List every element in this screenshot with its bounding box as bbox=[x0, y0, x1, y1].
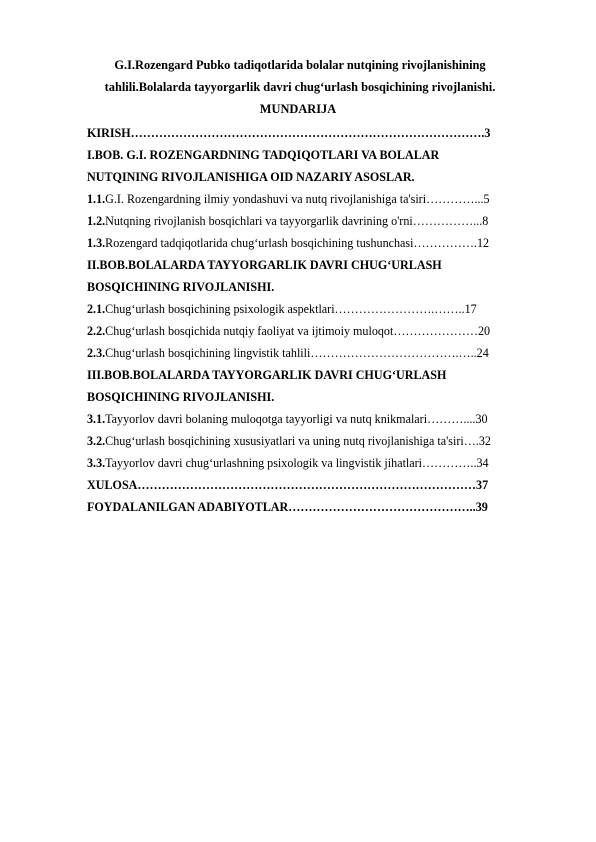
toc-entry-xulosa[interactable]: XULOSA…………………………………………………………………………37 bbox=[87, 478, 489, 492]
toc-entry-kirish[interactable]: KIRISH…………………………………………………………………………….3 bbox=[87, 126, 491, 140]
toc-entry-foydalanilgan-adabiyotlar[interactable]: FOYDALANILGAN ADABIYOTLAR………………………………………..39 bbox=[87, 500, 488, 514]
toc-text: Nutqning rivojlanish bosqichlari va tayyorgarlik davrining o'rni……………...8 bbox=[105, 214, 489, 228]
toc-entry-2-2[interactable] bbox=[87, 320, 557, 342]
toc-text: Chug‘urlash bosqichida nutqiy faoliyat va ijtimoiy muloqot…………………20 bbox=[105, 324, 491, 338]
toc-entry-2-1[interactable] bbox=[87, 298, 557, 320]
toc-entry-3-2[interactable] bbox=[87, 430, 557, 452]
title-line-2: tahlili.Bolalarda tayyorgarlik davri chug‘urlash bosqichining rivojlanishi. bbox=[104, 80, 496, 94]
toc-number: 2.2. bbox=[87, 324, 106, 338]
toc-number: 1.3. bbox=[87, 236, 106, 250]
toc-number: 3.3. bbox=[87, 456, 106, 470]
toc-text: Chug‘urlash bosqichining xususiyatlari va uning nutq rivojlanishiga ta'siri….32 bbox=[105, 434, 491, 448]
toc-chapter-1-line-2[interactable]: NUTQINING RIVOJLANISHIGA OID NAZARIY ASOSLAR. bbox=[87, 170, 415, 184]
toc-chapter-3-line-1[interactable]: III.BOB.BOLALARDA TAYYORGARLIK DAVRI CHUG‘URLASH bbox=[87, 368, 447, 382]
toc-entry-3-1[interactable] bbox=[87, 408, 557, 430]
toc-number: 1.1. bbox=[87, 192, 106, 206]
toc-entry-3-3[interactable] bbox=[87, 452, 557, 474]
toc-text: Rozengard tadqiqotlarida chug‘urlash bosqichining tushunchasi…………….12 bbox=[105, 236, 490, 250]
toc-number: 3.2. bbox=[87, 434, 106, 448]
toc-entry-2-3[interactable] bbox=[87, 342, 557, 364]
toc-number: 2.1. bbox=[87, 302, 106, 316]
contents-heading: MUNDARIJA bbox=[259, 102, 337, 116]
toc-number: 3.1. bbox=[87, 412, 106, 426]
toc-chapter-3-line-2[interactable]: BOSQICHINING RIVOJLANISHI. bbox=[87, 390, 275, 404]
document-title bbox=[80, 54, 520, 98]
toc-text: Tayyorlov davri bolaning muloqotga tayyorligi va nutq knikmalari………....30 bbox=[105, 412, 488, 426]
toc-chapter-2-line-2[interactable]: BOSQICHINING RIVOJLANISHI. bbox=[87, 280, 275, 294]
toc-entry-1-2[interactable] bbox=[87, 210, 557, 232]
toc-number: 1.2. bbox=[87, 214, 106, 228]
toc-entry-1-1[interactable] bbox=[87, 188, 557, 210]
toc-entry-1-3[interactable] bbox=[87, 232, 557, 254]
toc-chapter-2-line-1[interactable]: II.BOB.BOLALARDA TAYYORGARLIK DAVRI CHUG‘URLASH bbox=[87, 258, 442, 272]
toc-text: Tayyorlov davri chug‘urlashning psixologik va lingvistik jihatlari…………..34 bbox=[105, 456, 489, 470]
title-line-1: G.I.Rozengard Pubko tadiqotlarida bolalar nutqining rivojlanishining bbox=[114, 58, 486, 72]
toc-text: Chug‘urlash bosqichining lingvistik tahlili……………………………….…..24 bbox=[105, 346, 489, 360]
toc-chapter-1-line-1[interactable]: I.BOB. G.I. ROZENGARDNING TADQIQOTLARI VA BOLALAR bbox=[87, 148, 440, 162]
table-of-contents bbox=[87, 122, 557, 518]
toc-number: 2.3. bbox=[87, 346, 106, 360]
toc-text: G.I. Rozengardning ilmiy yondashuvi va nutq rivojlanishiga ta'siri…………...5 bbox=[105, 192, 490, 206]
toc-text: Chug‘urlash bosqichining psixologik aspektlari…………………….……..17 bbox=[105, 302, 477, 316]
